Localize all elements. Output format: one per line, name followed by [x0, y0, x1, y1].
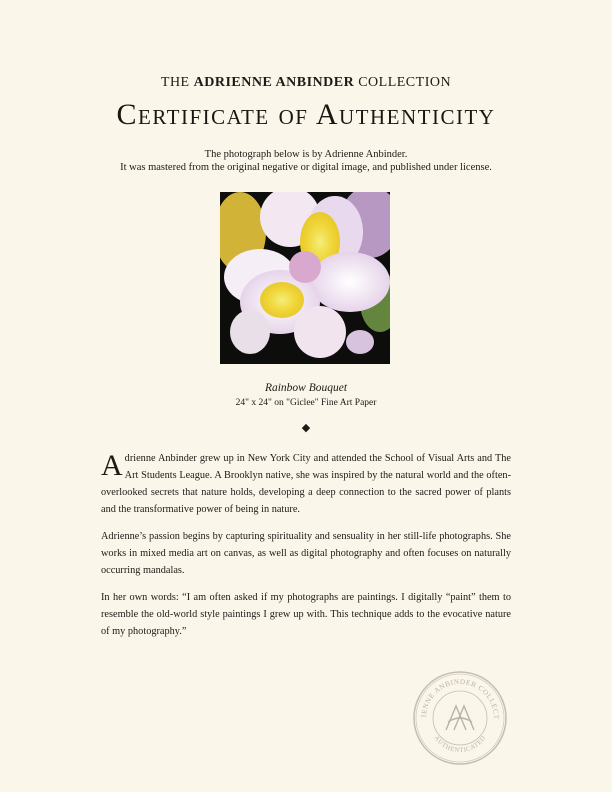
bio-paragraph-3: In her own words: “I am often asked if my photographs are paintings. I digitally “paint” them to resemble the old-world style paintings I grew up with. This technique adds to the evocative nature of my photography.”	[101, 592, 511, 637]
diamond-separator-icon: ◆	[301, 422, 311, 434]
header-prefix: THE	[160, 75, 190, 90]
seal-emblem-icon	[446, 706, 474, 730]
certificate-title: Certificate of Authenticity	[116, 98, 496, 131]
bio-paragraph-1	[101, 450, 511, 518]
intro-text	[0, 148, 612, 174]
authentication-seal	[412, 670, 508, 766]
flower-image	[220, 192, 390, 364]
drop-cap: A	[101, 449, 123, 482]
collection-header	[0, 75, 612, 91]
header-suffix: COLLECTION	[358, 75, 452, 90]
bio-section	[101, 450, 511, 650]
seal-top-text: IENNE ANBINDER COLLECT	[419, 677, 501, 720]
intro-line-1: The photograph below is by Adrienne Anbinder.	[204, 149, 408, 160]
intro-line-2: It was mastered from the original negative or digital image, and published under license.	[120, 162, 492, 173]
header-collection-name: ADRIENNE ANBINDER	[193, 75, 355, 90]
artwork-details: 24" x 24" on "Giclee" Fine Art Paper	[235, 398, 377, 408]
seal-bottom-text: AUTHENTICATED	[432, 734, 488, 755]
artwork-photo	[220, 192, 390, 364]
bio-paragraph-1-text: drienne Anbinder grew up in New York City and attended the School of Visual Arts and The Art Students League. A Brooklyn native, she was inspired by the natural world and the often-overlooked secrets that nature holds, developing a deep connection to the sacred power of plants and the transformative power of being in nature.	[101, 453, 511, 515]
artwork-title: Rainbow Bouquet	[264, 382, 348, 394]
bio-paragraph-2: Adrienne’s passion begins by capturing spirituality and sensuality in her still-life photographs. She works in mixed media art on canvas, as well as digital photography and often focuses on naturally occurring mandalas.	[101, 531, 511, 576]
